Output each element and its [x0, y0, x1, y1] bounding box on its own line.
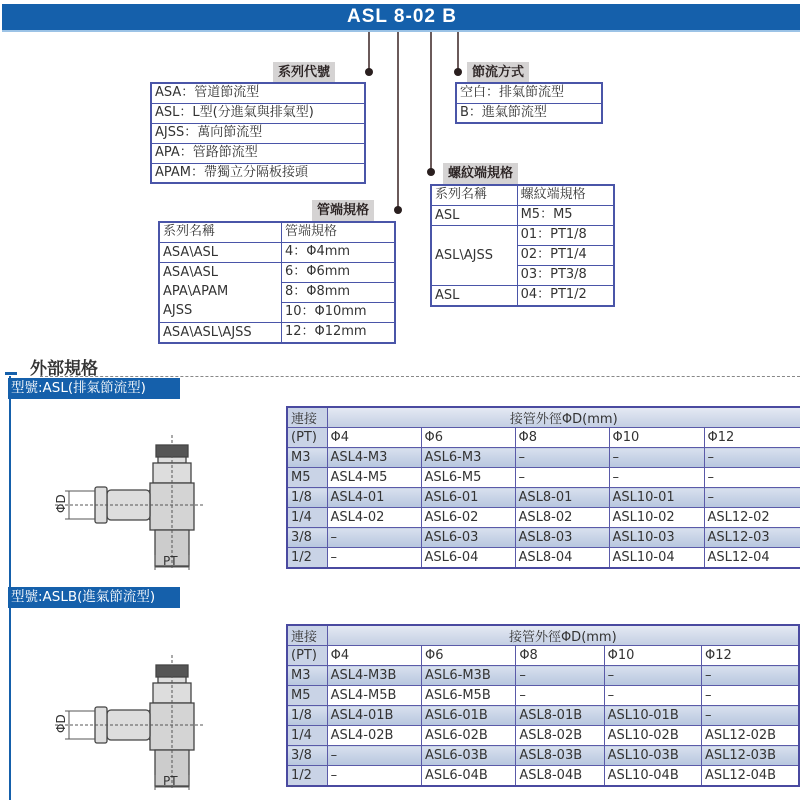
model-number: ASL8-04B — [516, 766, 604, 786]
model-number: – — [704, 488, 800, 508]
model-number: – — [515, 468, 609, 488]
model-number: – — [327, 528, 421, 548]
thread-size: M3 — [287, 666, 327, 686]
connection-header: 連接 — [287, 625, 327, 646]
spec-value: 02：PT1/4 — [517, 245, 614, 265]
model-number: ASL6-04B — [421, 766, 515, 786]
model-number: ASL6-M5 — [421, 468, 515, 488]
model-badge-asl: 型號:ASL(排氣節流型) — [8, 378, 180, 399]
dimension-d-label: ΦD — [54, 714, 68, 733]
list-item-text: 空白：排氣節流型 — [456, 83, 602, 103]
thread-table — [430, 184, 615, 307]
model-number: ASL10-02 — [609, 508, 704, 528]
model-number: ASL6-02B — [421, 726, 515, 746]
model-number: ASL12-03B — [702, 746, 799, 766]
throttle-label: 節流方式 — [467, 62, 529, 83]
table-row — [287, 508, 800, 528]
diameter-column-header: Φ8 — [516, 646, 604, 666]
diameter-column-header: Φ8 — [515, 428, 609, 448]
model-number: ASL12-04 — [704, 548, 800, 568]
model-number: ASL4-M3 — [327, 448, 421, 468]
diameter-column-header: Φ6 — [421, 428, 515, 448]
diameter-column-header: Φ6 — [421, 646, 515, 666]
series-table — [150, 82, 366, 184]
model-number: ASL8-04 — [515, 548, 609, 568]
model-code: ASL 8-02 B — [347, 6, 457, 27]
model-number: ASL6-M3 — [421, 448, 515, 468]
spec-value: 10：Φ10mm — [281, 302, 395, 322]
spec-value: 04：PT1/2 — [517, 285, 614, 306]
spec-value: 12：Φ12mm — [281, 322, 395, 343]
table-row — [287, 448, 800, 468]
model-number: – — [327, 746, 421, 766]
model-number: – — [327, 766, 421, 786]
leader-line — [368, 32, 370, 72]
fitting-icon — [95, 665, 194, 786]
list-item-text: APAM：帶獨立分隔板接頭 — [151, 163, 365, 183]
fitting-diagram-asl — [40, 425, 230, 570]
list-item — [151, 83, 365, 103]
column-header: 系列名稱 — [431, 185, 517, 205]
spec-value: 8：Φ8mm — [281, 282, 395, 302]
model-number: ASL12-04B — [702, 766, 799, 786]
model-number: ASL4-02B — [327, 726, 421, 746]
leader-dot — [365, 68, 373, 76]
model-number: ASL10-04B — [604, 766, 701, 786]
table-row — [159, 242, 395, 262]
header-row — [159, 222, 395, 242]
model-number: – — [702, 686, 799, 706]
model-number: ASL10-04 — [609, 548, 704, 568]
list-item-text: APA：管路節流型 — [151, 143, 365, 163]
list-item — [151, 163, 365, 183]
series-name: ASA\ASL\AJSS — [159, 322, 281, 343]
model-number: – — [327, 548, 421, 568]
model-number: – — [704, 448, 800, 468]
spec-value: M5：M5 — [517, 205, 614, 225]
leader-dot — [454, 68, 462, 76]
thread-size: 3/8 — [287, 746, 327, 766]
model-number: ASL6-M5B — [421, 686, 515, 706]
model-number: ASL10-01B — [604, 706, 701, 726]
model-number: ASL6-02 — [421, 508, 515, 528]
thread-size: 1/4 — [287, 726, 327, 746]
header-row — [287, 646, 799, 666]
list-item-text: AJSS：萬向節流型 — [151, 123, 365, 143]
series-name: ASA\ASL APA\APAM AJSS — [159, 262, 281, 322]
thread-size: M3 — [287, 448, 327, 468]
model-number: – — [604, 686, 701, 706]
thread-label: 螺紋端規格 — [443, 163, 518, 184]
spec-value: 6：Φ6mm — [281, 262, 395, 282]
spec-value: 01：PT1/8 — [517, 225, 614, 245]
spec-value: 4：Φ4mm — [281, 242, 395, 262]
series-name: ASA\ASL — [159, 242, 281, 262]
header-row — [287, 428, 800, 448]
thread-size: 1/8 — [287, 706, 327, 726]
pipe-table — [158, 221, 396, 344]
table-row — [287, 706, 799, 726]
list-item — [151, 143, 365, 163]
tube-diameter-header: 接管外徑ΦD(mm) — [327, 407, 800, 428]
diameter-column-header: Φ4 — [327, 646, 421, 666]
model-number: – — [609, 468, 704, 488]
thread-size: M5 — [287, 686, 327, 706]
list-item-text: ASA：管道節流型 — [151, 83, 365, 103]
pipe-label: 管端規格 — [312, 200, 374, 221]
thread-size: 1/2 — [287, 766, 327, 786]
series-name: ASL — [431, 285, 517, 306]
table-row — [431, 285, 614, 306]
model-number: ASL4-M3B — [327, 666, 421, 686]
model-number: ASL6-M3B — [421, 666, 515, 686]
header-row — [431, 185, 614, 205]
model-number: ASL6-03B — [421, 746, 515, 766]
model-number: ASL6-01 — [421, 488, 515, 508]
model-number: – — [516, 686, 604, 706]
diameter-column-header: Φ4 — [327, 428, 421, 448]
model-code-banner — [2, 4, 800, 32]
model-number: ASL12-02B — [702, 726, 799, 746]
model-number: ASL12-02 — [704, 508, 800, 528]
model-number: ASL6-04 — [421, 548, 515, 568]
table-row — [287, 528, 800, 548]
table-row — [287, 766, 799, 786]
divider — [40, 376, 800, 377]
model-number: ASL8-03 — [515, 528, 609, 548]
model-number: ASL4-01B — [327, 706, 421, 726]
column-header: 系列名稱 — [159, 222, 281, 242]
model-number: – — [515, 448, 609, 468]
spec-table-asl — [286, 406, 800, 569]
thread-size: 1/2 — [287, 548, 327, 568]
thread-size: M5 — [287, 468, 327, 488]
model-number: ASL4-02 — [327, 508, 421, 528]
table-row — [287, 548, 800, 568]
column-header: 管端規格 — [281, 222, 395, 242]
diameter-column-header: Φ10 — [604, 646, 701, 666]
model-number: ASL4-M5B — [327, 686, 421, 706]
spec-value: 03：PT3/8 — [517, 265, 614, 285]
table-row — [431, 205, 614, 225]
pt-header: (PT) — [287, 428, 327, 448]
list-item — [456, 83, 602, 103]
list-item-text: B：進氣節流型 — [456, 103, 602, 123]
header-row — [287, 407, 800, 428]
leader-line — [457, 32, 459, 72]
model-number: – — [702, 706, 799, 726]
list-item — [456, 103, 602, 123]
pt-header: (PT) — [287, 646, 327, 666]
model-number: – — [704, 468, 800, 488]
thread-size: 3/8 — [287, 528, 327, 548]
dimension-pt-label: PT — [163, 554, 178, 568]
model-number: ASL8-01B — [516, 706, 604, 726]
model-number: ASL8-02B — [516, 726, 604, 746]
model-number: ASL8-03B — [516, 746, 604, 766]
model-number: ASL10-01 — [609, 488, 704, 508]
fitting-icon — [95, 445, 194, 566]
section-title: 外部規格 — [30, 359, 98, 376]
dimension-d-label: ΦD — [54, 494, 68, 513]
model-badge-aslb: 型號:ASLB(進氣節流型) — [8, 587, 180, 608]
diameter-column-header: Φ12 — [704, 428, 800, 448]
diameter-column-header: Φ10 — [609, 428, 704, 448]
model-number: ASL8-02 — [515, 508, 609, 528]
leader-dot — [394, 206, 402, 214]
model-number: ASL12-03 — [704, 528, 800, 548]
model-number: – — [516, 666, 604, 686]
dimension-pt-label: PT — [163, 774, 178, 788]
table-row — [159, 262, 395, 282]
diameter-column-header: Φ12 — [702, 646, 799, 666]
tube-diameter-header: 接管外徑ΦD(mm) — [327, 625, 799, 646]
table-row — [287, 746, 799, 766]
table-row — [287, 488, 800, 508]
model-number: ASL10-03B — [604, 746, 701, 766]
connection-header: 連接 — [287, 407, 327, 428]
leader-dot — [427, 168, 435, 176]
fitting-diagram-aslb — [40, 645, 230, 790]
table-row — [159, 322, 395, 343]
series-name: ASL — [431, 205, 517, 225]
column-header: 螺紋端規格 — [517, 185, 614, 205]
list-item-text: ASL：L型(分進氣與排氣型) — [151, 103, 365, 123]
section-marker — [5, 372, 17, 375]
model-number: ASL4-M5 — [327, 468, 421, 488]
model-number: ASL8-01 — [515, 488, 609, 508]
model-number: ASL10-03 — [609, 528, 704, 548]
series-name: ASL\AJSS — [431, 225, 517, 285]
table-row — [287, 686, 799, 706]
thread-size: 1/8 — [287, 488, 327, 508]
leader-line — [397, 32, 399, 210]
model-number: – — [609, 448, 704, 468]
spec-table-aslb — [286, 624, 800, 787]
throttle-table — [455, 82, 603, 124]
table-row — [287, 726, 799, 746]
model-number: ASL6-03 — [421, 528, 515, 548]
model-number: – — [702, 666, 799, 686]
table-row — [431, 225, 614, 245]
thread-size: 1/4 — [287, 508, 327, 528]
table-row — [287, 666, 799, 686]
model-number: ASL10-02B — [604, 726, 701, 746]
leader-line — [430, 32, 432, 172]
list-item — [151, 103, 365, 123]
series-label: 系列代號 — [273, 62, 335, 83]
model-number: ASL4-01 — [327, 488, 421, 508]
model-number: – — [604, 666, 701, 686]
header-row — [287, 625, 799, 646]
model-number: ASL6-01B — [421, 706, 515, 726]
table-row — [287, 468, 800, 488]
list-item — [151, 123, 365, 143]
